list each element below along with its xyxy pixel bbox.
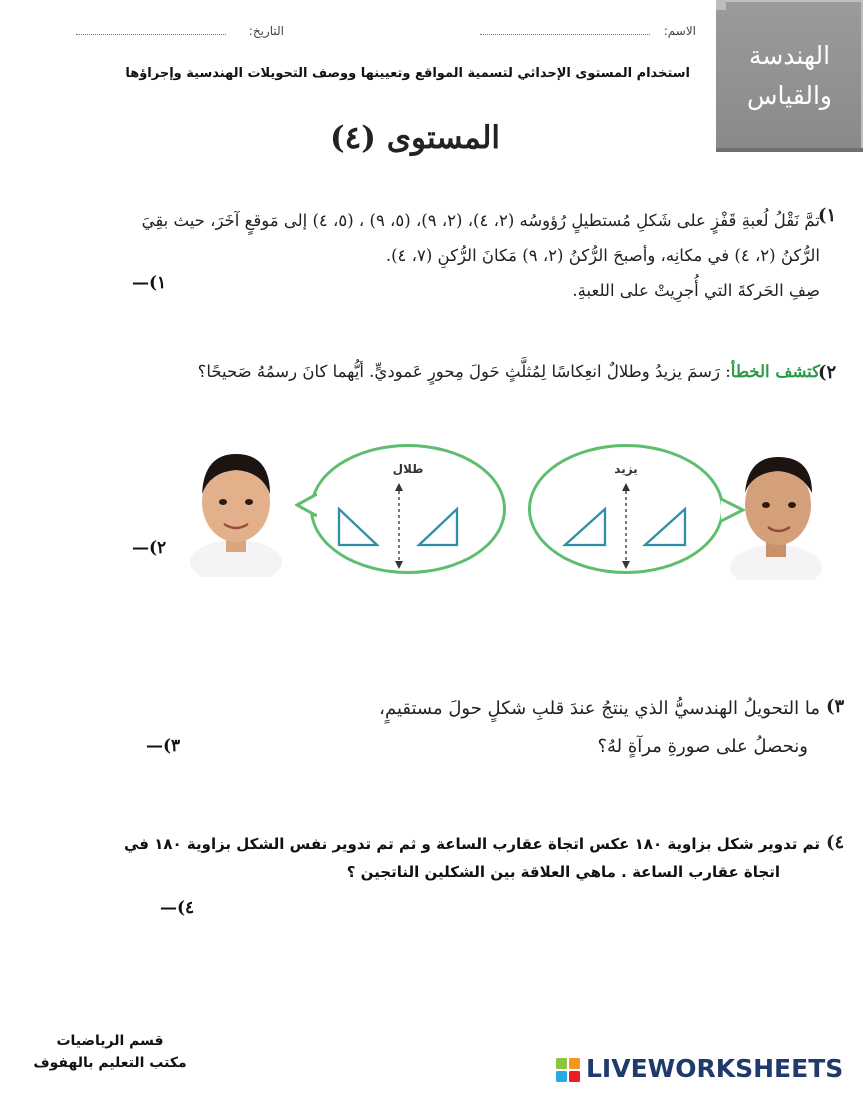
question-3-line-2: ونحصلُ على صورةِ مرآةٍ لهُ؟ [597, 736, 808, 757]
yazeed-triangle-right [645, 509, 685, 545]
question-3-number: ٣) [826, 696, 845, 717]
answer-4-field[interactable]: ٤)— [160, 898, 195, 918]
subject-box [716, 0, 863, 152]
error-illustration [145, 437, 820, 592]
name-field-line [480, 34, 650, 35]
question-2-number: ٢) [818, 362, 837, 383]
speech-bubble-yazeed [528, 444, 724, 574]
talal-name: طلال [392, 462, 424, 476]
subject-line-2: والقياس [747, 81, 832, 110]
yazeed-drawing [531, 447, 721, 571]
lesson-objective: استخدام المستوى الإحداثي لتسمية المواقع وتعيينها ووصف التحويلات الهندسية وإجراؤها [125, 66, 690, 81]
boy-face-left [190, 442, 282, 577]
subject-line-1: الهندسة [748, 41, 831, 70]
brand-text: LIVEWORKSHEETS [586, 1054, 844, 1083]
question-4-line-2: اتجاة عقارب الساعة . ماهي العلاقة بين الشكلين الناتجين ؟ [346, 863, 780, 881]
question-4-line-1: تم تدوير شكل بزاوية ١٨٠ عكس اتجاة عقارب الساعة و ثم تم تدوير نفس الشكل بزاوية ١٨٠ في [123, 835, 820, 853]
answer-1-field[interactable]: ١)— [132, 273, 167, 293]
question-2-body: : رَسمَ يزيدُ وطلالٌ انعِكاسًا لِمُثلَّثٍ حَولَ مِحورٍ عَموديٍّ. أيُّهما كانَ رسمُهُ صَحيحًا؟ [197, 362, 731, 381]
name-label: الاسم: [663, 24, 696, 38]
question-4-text [70, 830, 820, 886]
question-1-line-2: الرُّكنُ (٢، ٤) في مكانِه، وأصبحَ الرُّكنُ (٢، ٩) مَكانَ الرُّكنِ (٧، ٤). [385, 246, 820, 265]
question-1-text [130, 203, 820, 308]
boy-face-right [730, 445, 822, 580]
answer-2-field[interactable]: ٢)— [132, 538, 167, 558]
talal-bubble-tail [295, 492, 317, 518]
department-footer [10, 1030, 210, 1074]
talal-triangle-right [419, 509, 457, 545]
student-info-row [76, 22, 696, 44]
question-2-text [130, 362, 820, 381]
speech-bubble-talal [310, 444, 506, 574]
yazeed-name: يزيد [614, 462, 638, 476]
liveworksheets-brand [556, 1052, 856, 1086]
question-3-line-1: ما التحويلُ الهندسيُّ الذي ينتجُ عندَ قلبِ شكلٍ حولَ مستقيمٍ، [379, 698, 820, 719]
yazeed-triangle-left [565, 509, 605, 545]
date-label: التاريخ: [248, 24, 284, 38]
question-4-number: ٤) [826, 832, 845, 853]
talal-triangle-left [339, 509, 377, 545]
question-1-number: ١) [818, 205, 837, 226]
question-1-line-3: صِفِ الحَركةَ التي أُجرِيتْ على اللعبةِ. [572, 281, 820, 300]
talal-drawing [313, 447, 503, 571]
question-3-text [300, 690, 820, 766]
question-1-line-1: تمَّ نَقْلُ لُعبةِ قَفْزٍ على شَكلِ مُستطيلٍ رُؤوسُه (٢، ٤)، (٢، ٩)، (٥، ٩) ، (٥، ٤) إلى مَوقعٍ آخَرَ، حيث بقِيَ [141, 211, 820, 230]
level-title: المستوى (٤) [329, 120, 501, 156]
find-error-label: كتشف الخطأ [730, 362, 820, 381]
dept-line-2: مكتب التعليم بالهفوف [33, 1055, 187, 1071]
date-field-line [76, 34, 226, 35]
answer-3-field[interactable]: ٣)— [146, 736, 181, 756]
dept-line-1: قسم الرياضيات [56, 1033, 164, 1049]
liveworksheets-logo-icon [556, 1058, 580, 1082]
